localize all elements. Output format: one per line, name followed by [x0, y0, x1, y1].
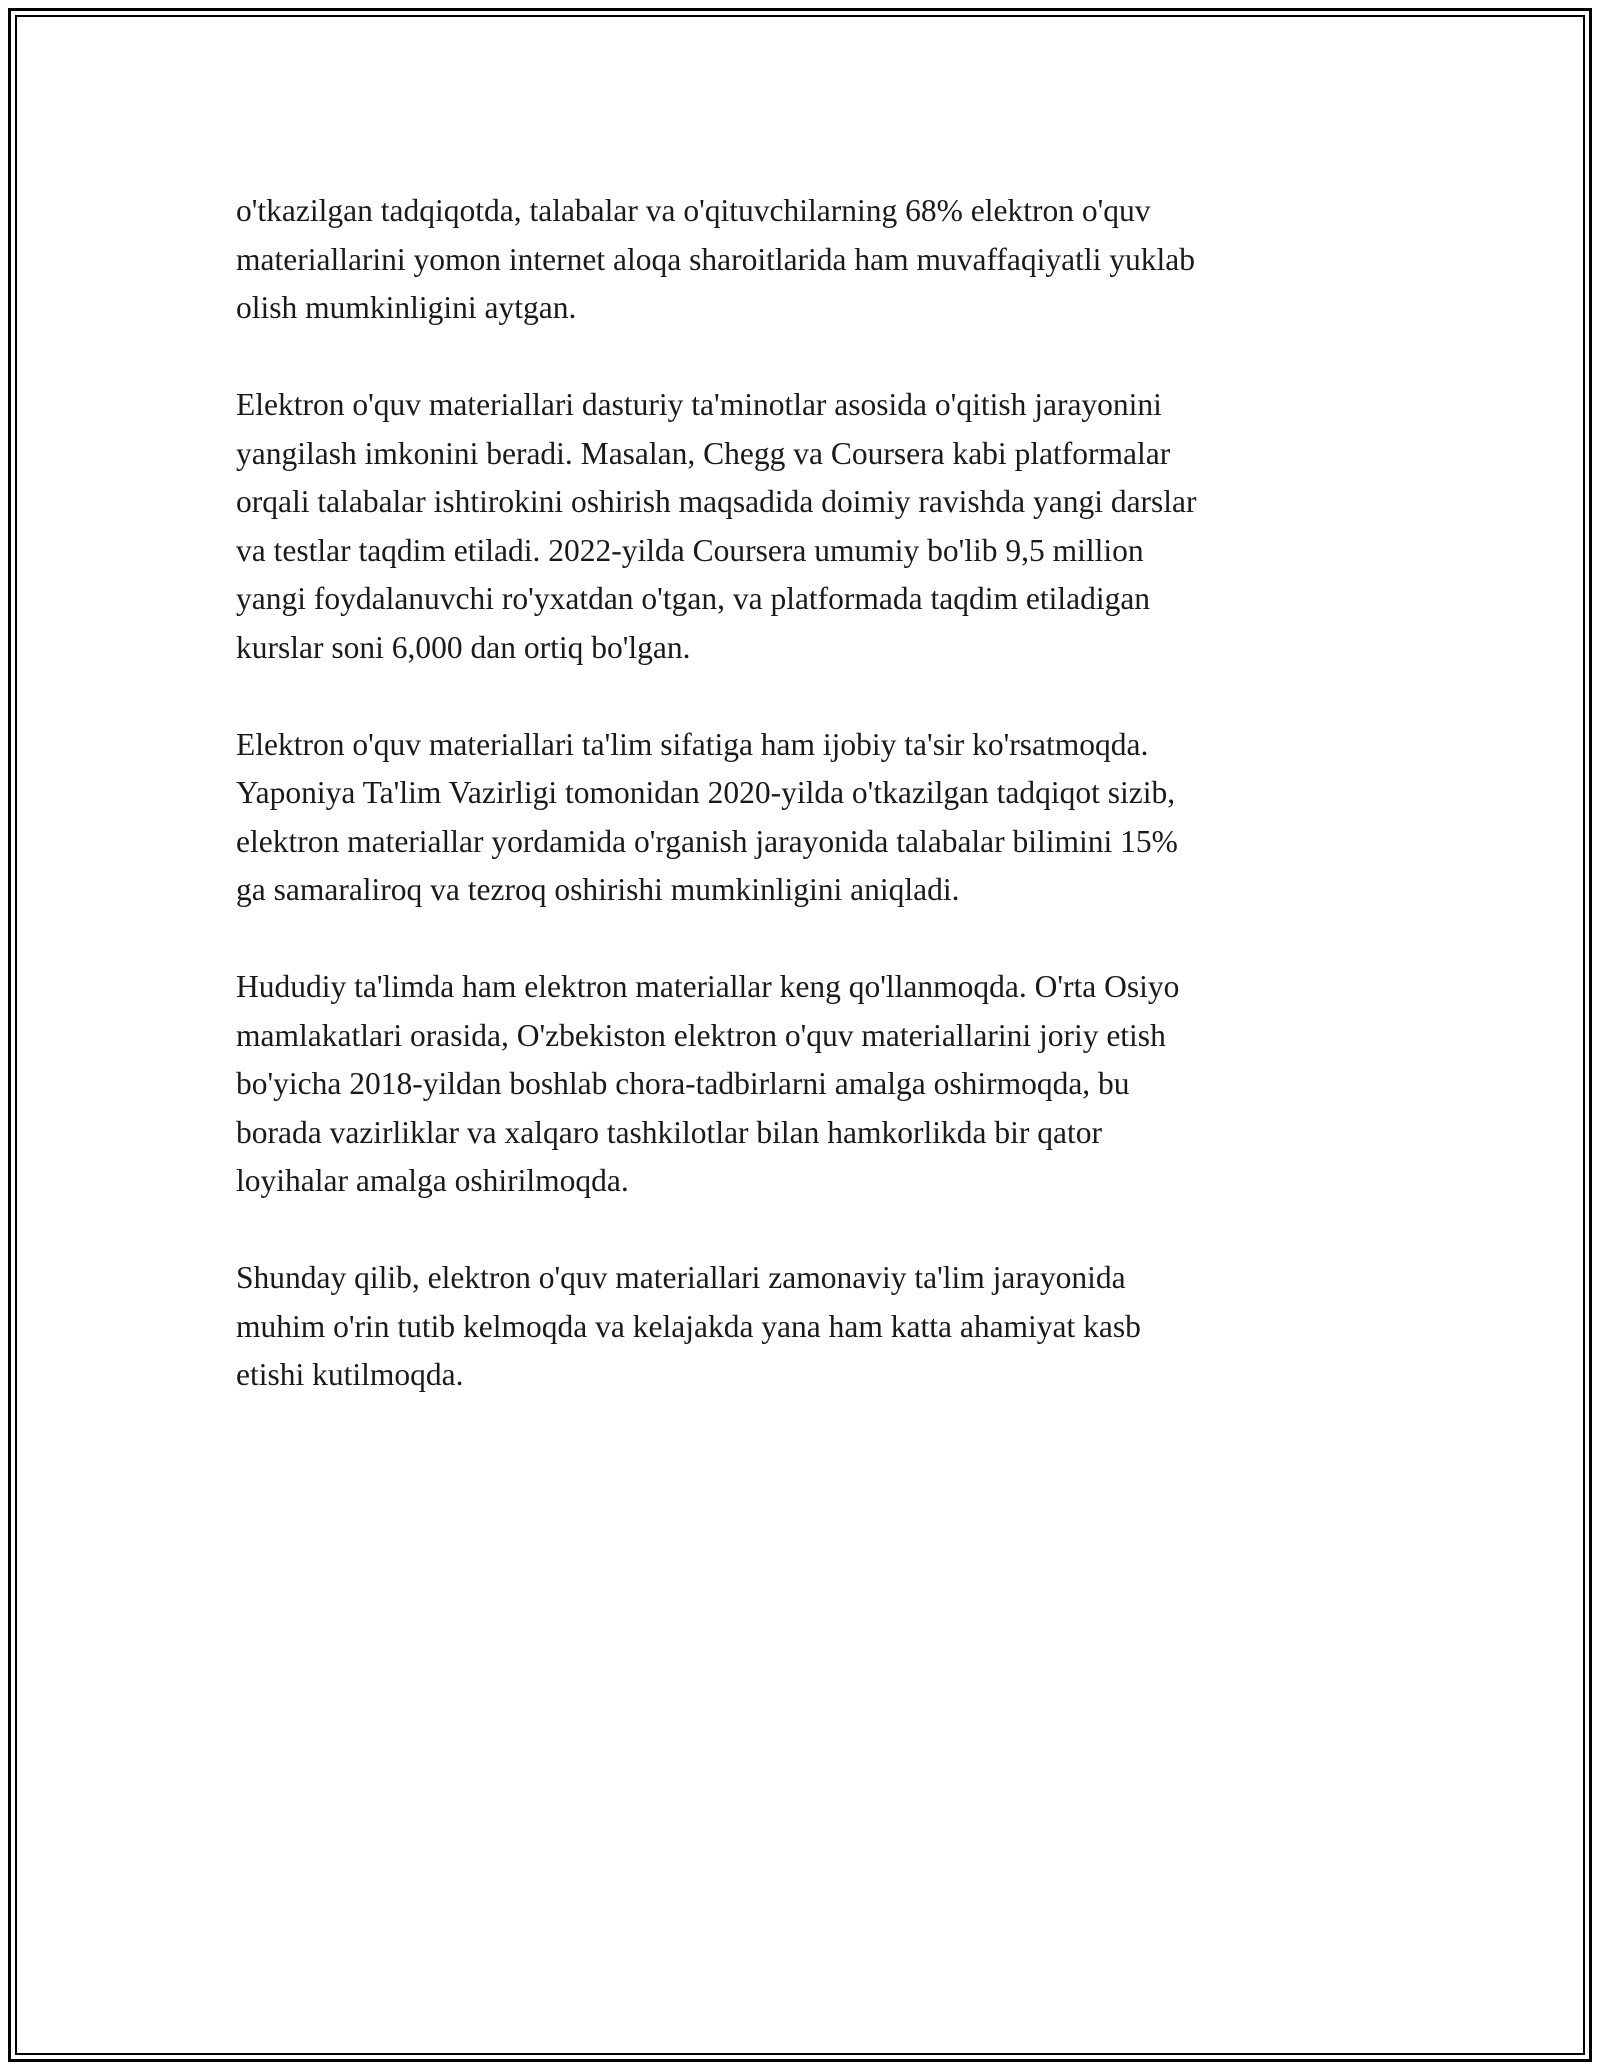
- paragraph-5: Shunday qilib, elektron o'quv materiallari zamonaviy ta'lim jarayonida muhim o'rin tutib kelmoqda va kelajakda yana ham katta ahamiyat kasb etishi kutilmoqda.: [236, 1260, 1141, 1392]
- paragraph-3: Elektron o'quv materiallari ta'lim sifatiga ham ijobiy ta'sir ko'rsatmoqda. Yaponiya Ta'lim Vazirligi tomonidan 2020-yilda o'tkazilgan tadqiqot sizib, elektron materiallar yordamida o'rganish jarayonida talabalar bilimini 15% ga samaraliroq va tezroq oshirishi mumkinligini aniqladi.: [236, 726, 1178, 907]
- document-body: [236, 187, 1366, 1448]
- paragraph-4: Hududiy ta'limda ham elektron materiallar keng qo'llanmoqda. O'rta Osiyo mamlakatlari orasida, O'zbekiston elektron o'quv materiallarini joriy etish bo'yicha 2018-yildan boshlab chora-tadbirlarni amalga oshirmoqda, bu borada vazirliklar va xalqaro tashkilotlar bilan hamkorlikda bir qator loyihalar amalga oshirilmoqda.: [236, 969, 1180, 1198]
- paragraph-1: o'tkazilgan tadqiqotda, talabalar va o'qituvchilarning 68% elektron o'quv materiallarini yomon internet aloqa sharoitlarida ham muvaffaqiyatli yuklab olish mumkinligini aytgan.: [236, 193, 1195, 325]
- paragraph-2: Elektron o'quv materiallari dasturiy ta'minotlar asosida o'qitish jarayonini yangilash imkonini beradi. Masalan, Chegg va Coursera kabi platformalar orqali talabalar ishtirokini oshirish maqsadida doimiy ravishda yangi darslar va testlar taqdim etiladi. 2022-yilda Coursera umumiy bo'lib 9,5 million yangi foydalanuvchi ro'yxatdan o'tgan, va platformada taqdim etiladigan kurslar soni 6,000 dan ortiq bo'lgan.: [236, 387, 1197, 665]
